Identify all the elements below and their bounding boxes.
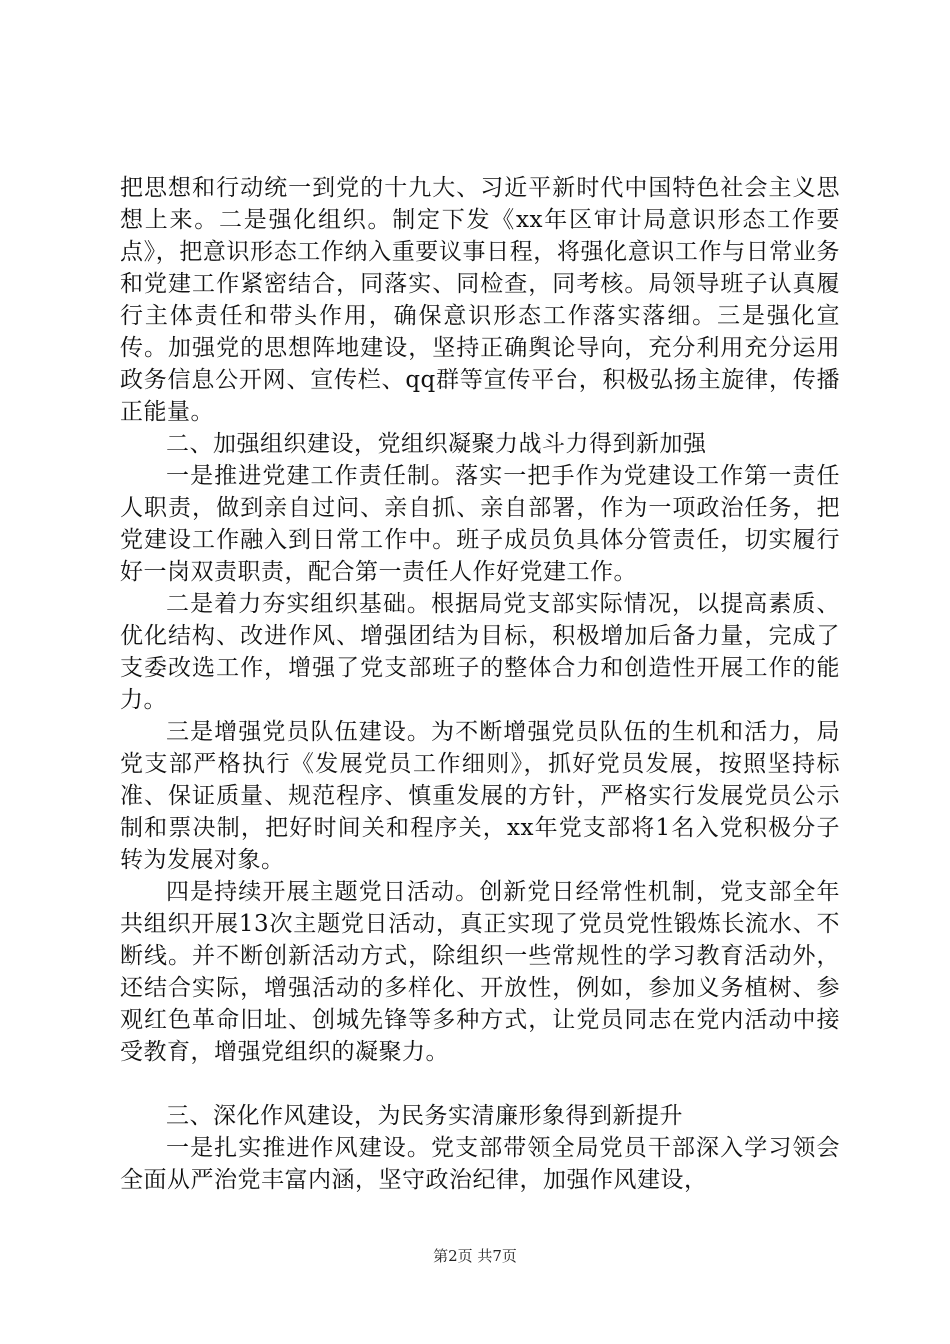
paragraph-spacer [120, 1068, 840, 1100]
paragraph-theme-party-day: 四是持续开展主题党日活动。创新党日经常性机制，党支部全年共组织开展13次主题党日活动，真正实现了党员党性锻炼长流水、不断线。并不断创新活动方式，除组织一些常规性的学习教育活动外，还结合实际，增强活动的多样化、开放性，例如，参加义务植树、参观红色革命旧址、创城先锋等多种方式，让党员同志在党内活动中接受教育，增强党组织的凝聚力。 [120, 879, 840, 1065]
paragraph-continuation: 把思想和行动统一到党的十九大、习近平新时代中国特色社会主义思想上来。二是强化组织。制定下发《xx年区审计局意识形态工作要点》，把意识形态工作纳入重要议事日程，将强化意识工作与日常业务和党建工作紧密结合，同落实、同检查，同考核。局领导班子认真履行主体责任和带头作用，确保意识形态工作落实落细。三是强化宣传。加强党的思想阵地建设，坚持正确舆论导向，充分利用充分运用政务信息公开网、宣传栏、qq群等宣传平台，积极弘扬主旋律，传播正能量。 [120, 175, 840, 425]
section-heading-3: 三、深化作风建设，为民务实清廉形象得到新提升 [166, 1103, 683, 1129]
paragraph-work-style: 一是扎实推进作风建设。党支部带领全局党员干部深入学习领会全面从严治党丰富内涵，坚守政治纪律，加强作风建设， [120, 1135, 840, 1193]
paragraph-party-responsibility: 一是推进党建工作责任制。落实一把手作为党建设工作第一责任人职责，做到亲自过问、亲自抓、亲自部署，作为一项政治任务，把党建设工作融入到日常工作中。班子成员负具体分管责任，切实履行好一岗双责职责，配合第一责任人作好党建工作。 [120, 463, 840, 585]
paragraph-organization-foundation: 二是着力夯实组织基础。根据局党支部实际情况，以提高素质、优化结构、改进作风、增强团结为目标，积极增加后备力量，完成了支委改选工作，增强了党支部班子的整体合力和创造性开展工作的能力。 [120, 591, 840, 713]
page-footer: 第2页 共7页 [433, 1247, 517, 1265]
section-heading-2: 二、加强组织建设，党组织凝聚力战斗力得到新加强 [166, 431, 707, 457]
paragraph-member-team: 三是增强党员队伍建设。为不断增强党员队伍的生机和活力，局党支部严格执行《发展党员工作细则》，抓好党员发展，按照坚持标准、保证质量、规范程序、慎重发展的方针，严格实行发展党员公示制和票决制，把好时间关和程序关，xx年党支部将1名入党积极分子转为发展对象。 [120, 719, 840, 873]
document-body [120, 172, 840, 1196]
